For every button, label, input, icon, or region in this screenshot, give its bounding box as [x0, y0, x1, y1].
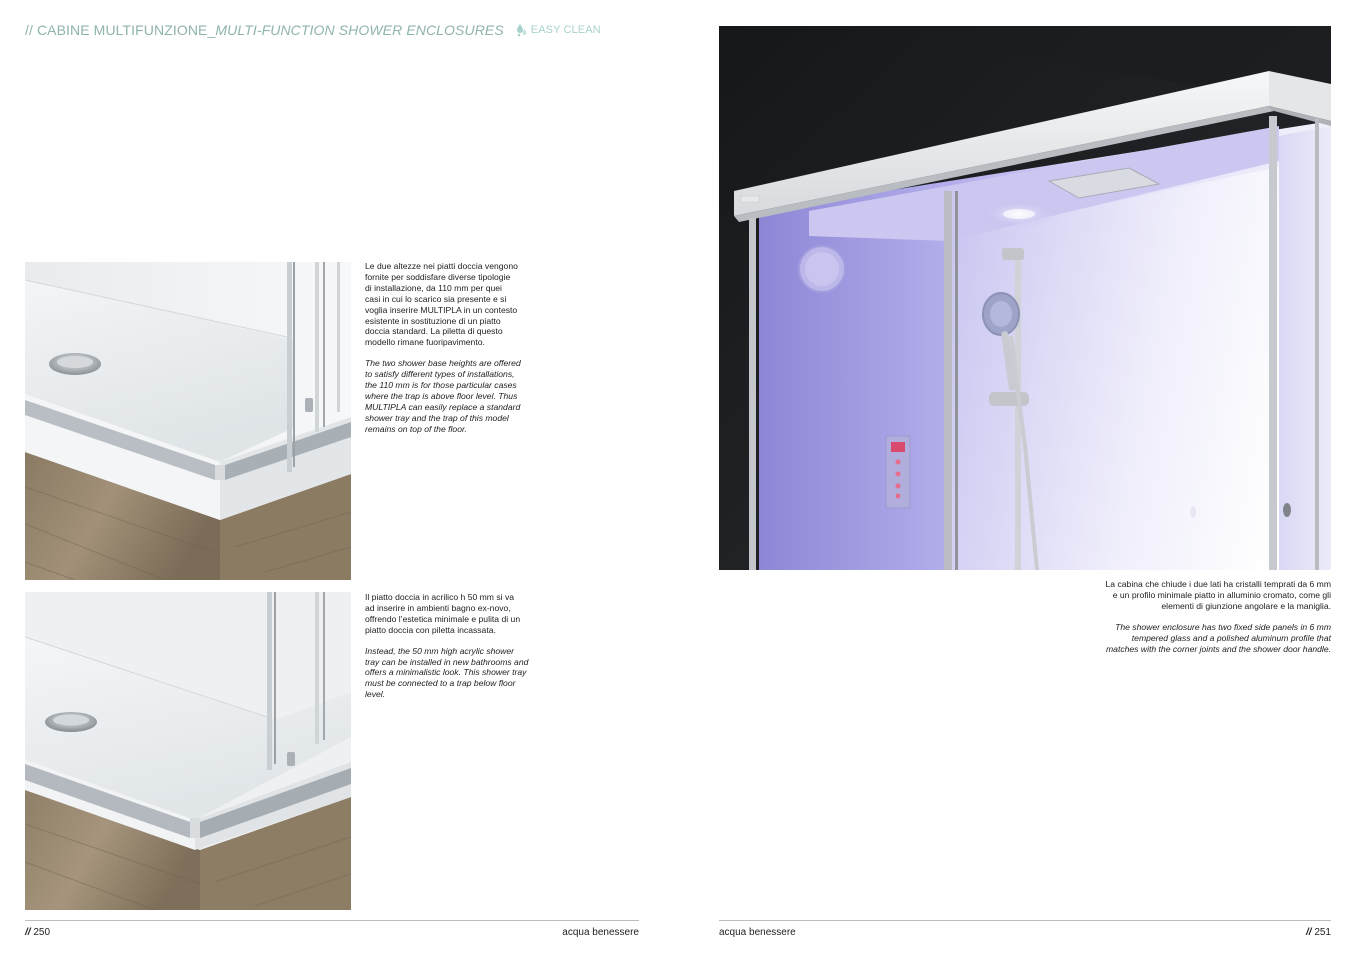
tray-50-text-it: Il piatto doccia in acrilico h 50 mm si va ad inserire in ambienti bagno ex-novo, offrendo l’estetica minimale e pulita di un piatto doccia con piletta incassata. [365, 592, 521, 635]
easy-clean-label: EASY CLEAN [530, 24, 601, 36]
brand-left: acqua benessere [562, 927, 639, 938]
header-title-en: MULTI-FUNCTION SHOWER ENCLOSURES [215, 22, 504, 38]
easy-clean-badge [516, 23, 601, 37]
header-prefix: // CABINE MULTIFUNZIONE_ [25, 22, 216, 38]
enclosure-description [1050, 579, 1331, 664]
tray-50-description [365, 592, 605, 710]
section-header [25, 22, 601, 38]
tray-110-text-it: Le due altezze nei piatti doccia vengono fornite per soddisfare diverse tipologie di installazione, da 110 mm per quei casi in cui lo scarico sia presente e si voglia inserire MULTIPLA in un contesto esistente in sostituzione di un piatto doccia standard. La piletta di questo modello rimane fuoripavimento. [365, 261, 518, 348]
shower-tray-110-photo [25, 262, 351, 580]
tray-110-description [365, 261, 605, 445]
tray-110-text-en: The two shower base heights are offered to satisfy different types of installations, the 110 mm is for those particular cases where the trap is above floor level. Thus MULTIPLA can easily replace a standard shower tray and the trap of this model remains on top of the floor. [365, 358, 521, 434]
right-page [678, 0, 1356, 959]
page-number-251: 251 [1314, 927, 1331, 938]
tray-50-text-en: Instead, the 50 mm high acrylic shower tray can be installed in new bathrooms and offers a minimalistic look. This shower tray must be connected to a trap below floor level. [365, 645, 529, 700]
droplets-icon [516, 23, 528, 37]
page-number-250: 250 [33, 927, 51, 938]
footer-rule-left [25, 920, 639, 921]
shower-tray-50-photo [25, 592, 351, 910]
brand-right: acqua benessere [719, 927, 796, 938]
page-number-left: // 250 [25, 927, 51, 938]
shower-enclosure-photo [719, 26, 1331, 570]
enclosure-text-en: The shower enclosure has two fixed side panels in 6 mm tempered glass and a polished aluminum profile that matches with the corner joints and the shower door handle. [1106, 621, 1331, 654]
enclosure-text-it: La cabina che chiude i due lati ha cristalli temprati da 6 mm e un profilo minimale piatto in alluminio cromato, come gli elementi di giunzione angolare e la maniglia. [1105, 579, 1331, 611]
page-number-right: // 251 [1305, 927, 1331, 938]
footer-rule-right [719, 920, 1331, 921]
